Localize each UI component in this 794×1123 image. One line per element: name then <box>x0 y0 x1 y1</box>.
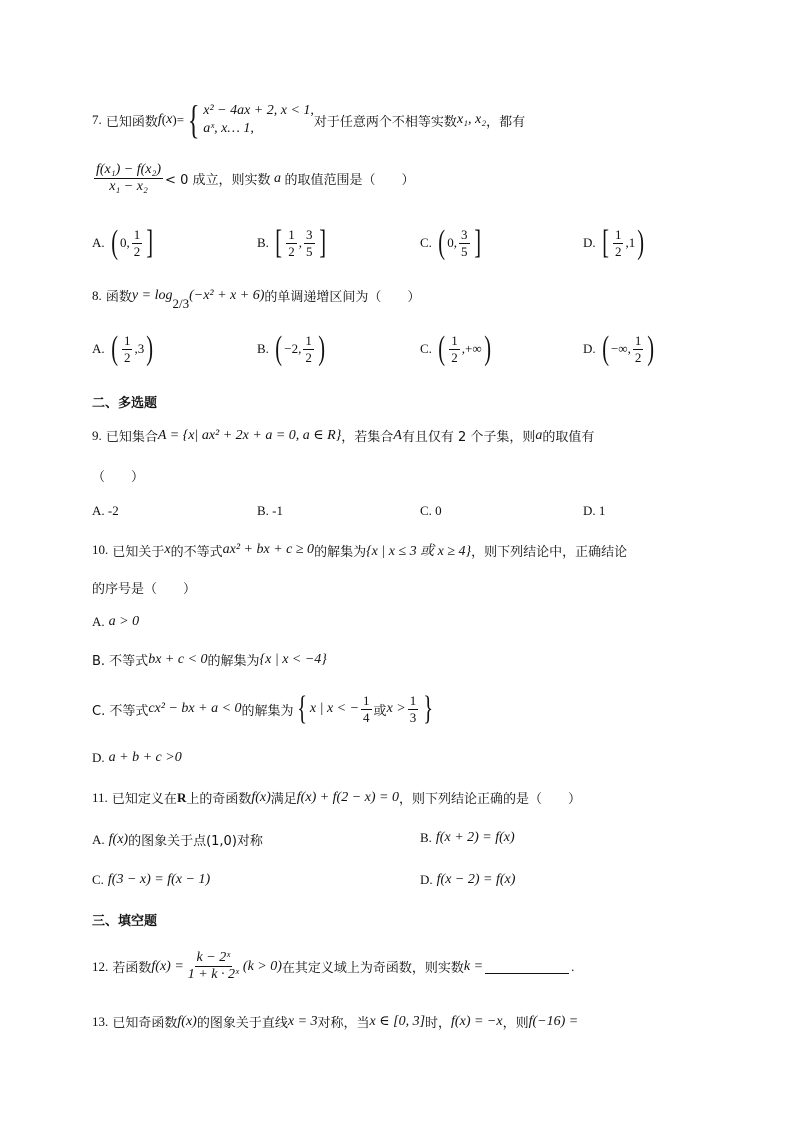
q7-condition: $\frac{\text{f(x₁) − f(x₂)}}{\text{x₁ − x₂}}$ < 0 成立，则实数 a 的取值范围是（ ） <box>96 162 415 194</box>
q9-option-b[interactable]: B. -1 <box>257 503 283 518</box>
q7-option-a[interactable]: A. ( 0, $\frac{1}{2}$ ] <box>92 224 154 261</box>
q11-option-b[interactable]: B. f(x + 2) = f(x) <box>420 830 515 845</box>
q7-number: 7. <box>92 112 102 127</box>
q10-option-c[interactable]: C. 不等式 cx² − bx + a < 0 的解集为 { x | x < − $\frac{1}{4}$ 或 x > $\frac{1}{3}$ } <box>92 690 434 727</box>
q11-option-d[interactable]: D. f(x − 2) = f(x) <box>420 872 516 887</box>
section-fill-blank-heading: 三、填空题 <box>92 914 158 929</box>
q7-option-b[interactable]: B. [ $\frac{1}{2}$ , $\frac{3}{5}$ ] <box>257 224 326 261</box>
question-9: 9. 已知集合 A = {x| ax² + 2x + a = 0, a ∈ R} ，若集合 A 有且仅有 2 个子集，则 a 的取值有 <box>92 427 595 445</box>
q8-text: 函数 <box>105 290 132 305</box>
q10-set: {x | x ≤ 3 或 x ≥ 4} <box>366 544 472 559</box>
q7-case2: aˣ, x… 1, <box>203 121 254 136</box>
q7-vars: x₁, x₂ <box>456 112 487 127</box>
q7-cond-text: < 0 成立，则实数 <box>165 173 271 188</box>
q11-option-a[interactable]: A. f(x) 的图象关于点(1,0)对称 <box>92 831 263 849</box>
q7-option-c[interactable]: C. ( 0, $\frac{3}{5}$ ] <box>420 224 481 261</box>
q10-option-b[interactable]: B. 不等式 bx + c < 0 的解集为 {x | x < −4} <box>92 651 327 669</box>
q10-line2: 的序号是（ ） <box>92 582 197 597</box>
q11-equation: f(x) + f(2 − x) = 0 <box>296 789 399 805</box>
q9-bracket: （ ） <box>92 470 145 485</box>
q8-number: 8. <box>92 287 102 303</box>
q12-answer-blank[interactable] <box>485 959 569 974</box>
section-multi-choice-heading: 二、多选题 <box>92 396 158 411</box>
question-13: 13. 已知奇函数 f(x) 的图象关于直线 x = 3 对称，当 x ∈ [0, 3] 时， f(x) = −x ，则 f(−16) = <box>92 1013 579 1031</box>
q7-cases <box>203 102 314 138</box>
question-8 <box>92 286 421 311</box>
q9-set: A = {x| ax² + 2x + a = 0, a ∈ R} <box>157 428 342 443</box>
q8-option-c[interactable]: C. ( $\frac{1}{2}$ ,+∞ ) <box>420 330 491 367</box>
q9-option-a[interactable]: A. -2 <box>92 503 119 518</box>
q9-option-c[interactable]: C. 0 <box>420 503 442 518</box>
q7-case1: x² − 4ax + 2, x < 1, <box>203 103 314 118</box>
q10-inequality: ax² + bx + c ≥ 0 <box>222 542 315 557</box>
q7-text2: 对于任意两个不相等实数 <box>313 114 457 130</box>
question-12: 12. 若函数 f(x) = $\frac{\text{k − 2ˣ}}{\text{1 + k · 2ˣ}}$ (k > 0) 在其定义域上为奇函数，则实数 k = . <box>92 950 575 982</box>
question-10: 10. 已知关于 x 的不等式 ax² + bx + c ≥ 0 的解集为 {x | x ≤ 3 或 x ≥ 4} ，则下列结论中，正确结论 <box>92 542 628 560</box>
q8-text2: 的单调递增区间为（ ） <box>264 290 421 305</box>
q8-option-d[interactable]: D. ( −∞, $\frac{1}{2}$ ) <box>583 330 655 367</box>
q9-option-d[interactable]: D. 1 <box>583 503 606 518</box>
q8-expr: y = log <box>131 287 173 303</box>
q8-arg: (−x² + x + 6) <box>189 287 265 303</box>
q7-brace: { <box>187 97 200 142</box>
q11-option-c[interactable]: C. f(3 − x) = f(x − 1) <box>92 872 211 887</box>
q7-text3: ，都有 <box>486 114 526 130</box>
question-7: 7. 已知函数 f ( x )= { x² − 4ax + 2, x < 1, aˣ, x… 1, 对于任意两个不相等实数 x₁, x₂ ，都有 <box>92 97 526 142</box>
q10-option-a[interactable]: A. a > 0 <box>92 614 140 629</box>
q7-option-d[interactable]: D. [ $\frac{1}{2}$ , 1 ) <box>583 224 645 261</box>
q7-text: 已知函数 <box>105 114 158 130</box>
q7-fx: f <box>157 112 162 127</box>
q10-option-d[interactable]: D. a + b + c >0 <box>92 750 182 765</box>
q7-fraction: $\frac{\text{f(x₁) − f(x₂)}}{\text{x₁ − x₂}}$ <box>96 162 162 194</box>
q7-cond-text2: 的取值范围是（ ） <box>284 173 415 188</box>
question-11: 11. 已知定义在 R 上的奇函数 f(x) 满足 f(x) + f(2 − x) = 0 ，则下列结论正确的是（ ） <box>92 789 582 807</box>
q8-option-a[interactable]: A. ( $\frac{1}{2}$ ,3 ) <box>92 330 154 367</box>
q12-fraction: $\frac{\text{k − 2ˣ}}{\text{1 + k · 2ˣ}}$ <box>187 950 239 982</box>
q8-log-base: 2/3 <box>172 295 190 311</box>
q8-option-b[interactable]: B. ( −2, $\frac{1}{2}$ ) <box>257 330 325 367</box>
